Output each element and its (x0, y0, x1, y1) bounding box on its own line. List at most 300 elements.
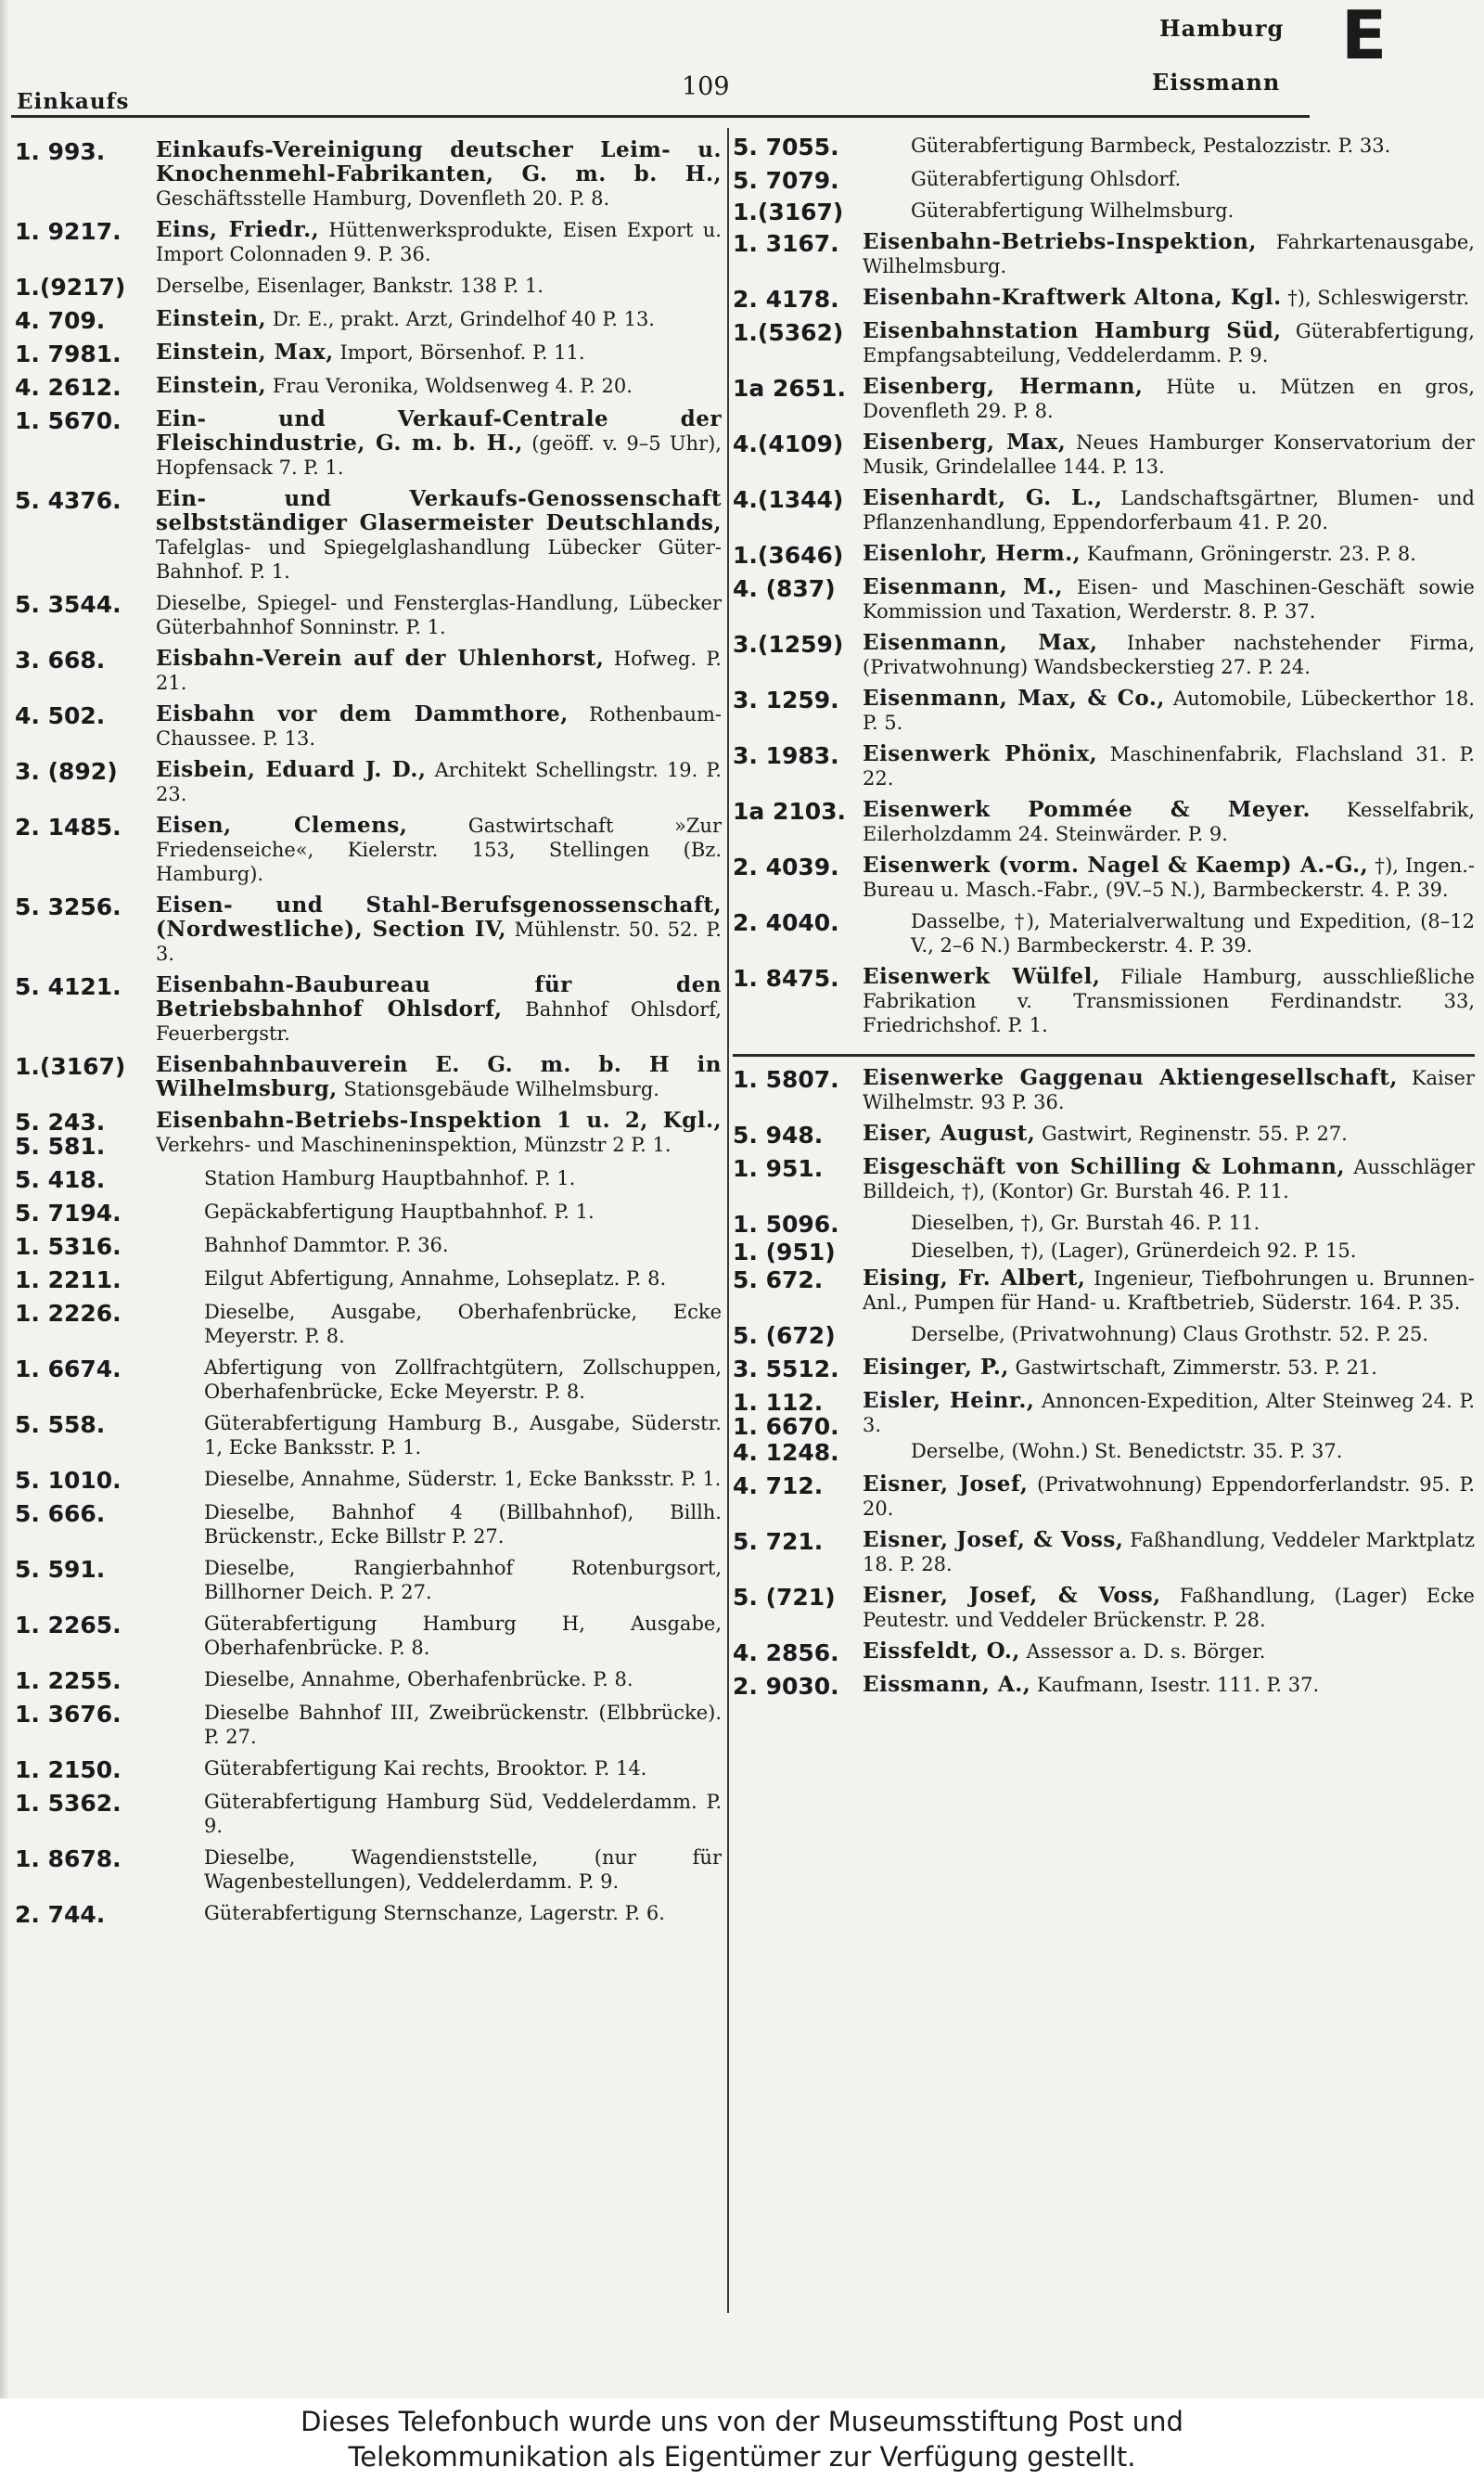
phone-number (733, 1472, 863, 1498)
directory-entry (15, 647, 722, 695)
phone-number (733, 1356, 863, 1381)
directory-entry (15, 893, 722, 966)
entry-text (863, 430, 1475, 479)
phone-number-value: 2. 744. (15, 1901, 106, 1928)
subscriber-name: Eisenmann, Max, (863, 630, 1098, 655)
entry-details: Kaiser Wilhelmstr. 93 P. 36. (863, 1067, 1475, 1113)
phone-number-value: 5. 7194. (15, 1200, 122, 1227)
phone-number (15, 1053, 156, 1079)
directory-entry (733, 1439, 1475, 1465)
directory-entry (15, 758, 722, 806)
entry-text (863, 965, 1475, 1037)
directory-entry (733, 1472, 1475, 1521)
entry-details: Dasselbe, †), Materialverwaltung und Expedition, (8–12 V., 2–6 N.) Barmbeckerstr. 4. P. 39. (911, 910, 1475, 957)
phone-number-value: 5. 4376. (15, 487, 122, 514)
phone-number-value: 1. 5362. (15, 1790, 122, 1817)
subscriber-name: Eisenberg, Max, (863, 430, 1067, 455)
entry-text (156, 138, 722, 211)
entry-details: Dieselben, †), (Lager), Grünerdeich 92. P. 15. (911, 1240, 1357, 1262)
phone-number-value: 1. 3676. (15, 1701, 122, 1728)
phone-number (733, 1528, 863, 1554)
phone-number (733, 1439, 863, 1465)
phone-number (15, 1790, 156, 1816)
phone-number (15, 1901, 156, 1927)
subscriber-name: Eisgeschäft von Schilling & Lohmann, (863, 1154, 1345, 1179)
phone-number-value: 5. 243. (15, 1109, 106, 1136)
entry-text (863, 1155, 1475, 1203)
phone-number-value: 1. 8475. (733, 965, 839, 992)
phone-number-value: 5. 948. (733, 1122, 824, 1149)
directory-entry (733, 1673, 1475, 1699)
directory-entry (733, 909, 1475, 957)
phone-number-value: 3. 1983. (733, 742, 839, 769)
directory-entry (733, 798, 1475, 846)
phone-number-value: 3. 668. (15, 647, 106, 674)
phone-number (15, 647, 156, 673)
entry-details: Bahnhof Ohlsdorf, Feuerbergstr. (156, 998, 722, 1045)
phone-number (15, 1200, 156, 1226)
phone-number-value: 3. (892) (15, 758, 118, 785)
entry-details: (Privatwohnung) Eppendorferlandstr. 95. P. 20. (863, 1473, 1476, 1520)
phone-number-value: 4. 712. (733, 1472, 824, 1499)
phone-number-value: 1. 8678. (15, 1845, 122, 1872)
entry-text (156, 1790, 722, 1838)
entry-text (863, 1673, 1475, 1697)
entry-text (863, 199, 1475, 223)
phone-number (15, 1612, 156, 1638)
phone-number-value: 1.(3167) (733, 199, 844, 225)
phone-number-value: 1. 2265. (15, 1612, 122, 1638)
phone-number-value: 4.(4109) (733, 430, 844, 457)
subscriber-name: Eisenbahn-Baubureau für den Betriebsbahnhof Ohlsdorf, (156, 972, 722, 1022)
subscriber-name: Eissfeldt, O., (863, 1638, 1020, 1664)
directory-entry (15, 702, 722, 751)
phone-number (15, 1266, 156, 1292)
column-divider (727, 128, 729, 2313)
entry-details: Annoncen-Expedition, Alter Steinweg 24. P. 3. (863, 1390, 1475, 1436)
phone-number (15, 1467, 156, 1493)
subscriber-name: Eisbahn-Verein auf der Uhlenhorst, (156, 646, 605, 671)
phone-number (733, 575, 863, 601)
subscriber-name: Eiser, August, (863, 1121, 1036, 1146)
directory-entry (15, 1200, 722, 1226)
phone-number-value: 2. 1485. (15, 814, 122, 841)
subscriber-name: Eisler, Heinr., (863, 1388, 1035, 1413)
directory-entry (15, 274, 722, 300)
phone-number (733, 167, 863, 193)
phone-number (15, 218, 156, 244)
entry-details: Dieselbe, Spiegel- und Fensterglas-Handlung, Lübecker Güterbahnhof Sonninstr. P. 1. (156, 592, 722, 638)
phone-number-value: 1. 5096. (733, 1211, 839, 1238)
phone-number (15, 814, 156, 840)
phone-number (733, 965, 863, 991)
phone-number (15, 1233, 156, 1259)
directory-entry (733, 1155, 1475, 1203)
phone-number (733, 286, 863, 312)
entry-text (863, 909, 1475, 957)
entry-text (863, 687, 1475, 735)
phone-number-value: 1. 2211. (15, 1266, 122, 1293)
entry-text (156, 758, 722, 806)
phone-number (15, 1356, 156, 1381)
entry-details: Dieselben, †), Gr. Burstah 46. P. 11. (911, 1212, 1260, 1234)
entry-details: Gastwirtschaft »Zur Friedenseiche«, Kielerstr. 153, Stellingen (Bz. Hamburg). (156, 815, 722, 885)
phone-number (15, 374, 156, 400)
subscriber-name: Eisenwerk Pommée & Meyer. (863, 797, 1311, 822)
phone-number-value: 4.(1344) (733, 486, 844, 513)
entry-text (156, 274, 722, 298)
phone-number (15, 487, 156, 513)
entry-details: Abfertigung von Zollfrachtgütern, Zollschuppen, Oberhafenbrücke, Ecke Meyerstr. P. 8. (204, 1356, 722, 1403)
entry-text (863, 319, 1475, 367)
entry-details: Verkehrs- und Maschineninspektion, Münzstr 2 P. 1. (156, 1134, 672, 1156)
entry-details: Hüte u. Mützen en gros, Dovenfleth 29. P. 8. (863, 376, 1475, 422)
entry-details: Faßhandlung, (Lager) Ecke Peutestr. und Veddeler Brückenstr. P. 28. (863, 1585, 1475, 1631)
entry-text (156, 374, 722, 398)
phone-number (733, 798, 863, 824)
subscriber-name: Eisen- und Stahl-Berufsgenossenschaft, (Nordwestliche), Section IV, (156, 893, 722, 942)
phone-number (733, 1389, 863, 1439)
directory-entry (733, 1528, 1475, 1576)
phone-number (15, 973, 156, 999)
directory-entry (15, 1109, 722, 1159)
left-column (15, 134, 722, 1927)
directory-entry (733, 286, 1475, 312)
phone-number (733, 854, 863, 880)
entry-text (863, 1439, 1475, 1463)
footer-line-1: Dieses Telefonbuch wurde uns von der Museumsstiftung Post und (301, 2406, 1183, 2437)
phone-number (733, 486, 863, 512)
subscriber-name: Eisner, Josef, & Voss, (863, 1527, 1124, 1552)
entry-details: Güterabfertigung Hamburg Süd, Veddelerdamm. P. 9. (204, 1791, 722, 1837)
directory-entry (733, 199, 1475, 225)
phone-number-value: 1.(5362) (733, 319, 844, 346)
entry-details: (geöff. v. 9–5 Uhr), Hopfensack 7. P. 1. (156, 432, 722, 479)
directory-entry (733, 230, 1475, 278)
directory-entry (15, 1233, 722, 1259)
entry-text (863, 1266, 1475, 1315)
subscriber-name: Einstein, Max, (156, 340, 334, 365)
entry-details: Gastwirt, Reginenstr. 55. P. 27. (1041, 1123, 1348, 1145)
phone-number (733, 1322, 863, 1348)
phone-number-value: 1. 3167. (733, 230, 839, 257)
entry-details: Ingenieur, Tiefbohrungen u. Brunnen-Anl., Pumpen für Hand- u. Kraftbetrieb, Süderstr. 164. P. 35. (863, 1267, 1475, 1314)
entry-text (863, 1472, 1475, 1521)
entry-details: Frau Veronika, Woldsenweg 4. P. 20. (272, 375, 633, 397)
phone-number-value: 1. 993. (15, 138, 106, 165)
entry-text (863, 1322, 1475, 1346)
entry-text (156, 1845, 722, 1894)
entry-details: Bahnhof Dammtor. P. 36. (204, 1234, 449, 1256)
entry-details: Derselbe, (Wohn.) St. Benedictstr. 35. P. 37. (911, 1440, 1343, 1462)
phone-number-value: 4. 2612. (15, 374, 122, 401)
phone-number-value: 4. 709. (15, 307, 106, 334)
entry-details: Landschaftsgärtner, Blumen- und Pflanzenhandlung, Eppendorferbaum 41. P. 20. (863, 487, 1475, 533)
entry-text (156, 1233, 722, 1257)
entry-details: Güterabfertigung Hamburg H, Ausgabe, Oberhafenbrücke. P. 8. (204, 1613, 722, 1659)
entry-text (156, 1756, 722, 1780)
subscriber-name: Eisner, Josef, (863, 1471, 1029, 1497)
subscriber-name: Eisen, Clemens, (156, 813, 408, 838)
entry-details: Dieselbe, Wagendienststelle, (nur für Wagenbestellungen), Veddelerdamm. P. 9. (204, 1846, 722, 1893)
phone-number (15, 274, 156, 300)
phone-number-value: 4. 502. (15, 702, 106, 729)
phone-number (15, 307, 156, 333)
directory-entry (15, 374, 722, 400)
entry-details: Eisen- und Maschinen-Geschäft sowie Kommission und Taxation, Werderstr. 8. P. 37. (863, 576, 1475, 623)
entry-details: Architekt Schellingstr. 19. P. 23. (156, 759, 722, 805)
phone-number (15, 1667, 156, 1693)
entry-details: Faßhandlung, Veddeler Marktplatz 18. P. 28. (863, 1529, 1475, 1575)
entry-details: Güterabfertigung Ohlsdorf. (911, 168, 1182, 190)
entry-details: Güterabfertigung Hamburg B., Ausgabe, Süderstr. 1, Ecke Banksstr. P. 1. (204, 1412, 722, 1458)
entry-details: Maschinenfabrik, Flachsland 31. P. 22. (863, 743, 1476, 790)
subscriber-name: Eisinger, P., (863, 1355, 1009, 1380)
entry-details: Inhaber nachstehender Firma, (Privatwohnung) Wandsbeckerstieg 27. P. 24. (863, 632, 1475, 678)
phone-number (15, 1300, 156, 1326)
entry-details: Dieselbe, Annahme, Oberhafenbrücke. P. 8. (204, 1668, 633, 1690)
phone-number-value: 2. 4178. (733, 286, 839, 313)
phone-number-value: 1. 112. (733, 1389, 824, 1416)
entry-details: †), Ingen.-Bureau u. Masch.-Fabr., (9V.–5 N.), Barmbeckerstr. 4. P. 39. (863, 855, 1475, 901)
directory-entry (733, 1389, 1475, 1439)
subscriber-name: Eisenlohr, Herm., (863, 541, 1081, 566)
phone-number (15, 702, 156, 728)
directory-entry (15, 1266, 722, 1292)
directory-entry (733, 742, 1475, 790)
phone-number-value: 1. 5807. (733, 1066, 839, 1093)
entry-text (863, 1584, 1475, 1632)
directory-entry (15, 1845, 722, 1894)
directory-entry (733, 319, 1475, 367)
entry-text (156, 1109, 722, 1157)
entry-text (156, 1500, 722, 1548)
phone-number (15, 341, 156, 366)
entry-text (156, 1667, 722, 1691)
phone-number (15, 1500, 156, 1526)
directory-entry (15, 307, 722, 333)
phone-number (15, 1166, 156, 1192)
directory-entry (733, 687, 1475, 735)
phone-number (733, 430, 863, 456)
phone-number (733, 687, 863, 713)
entry-text (156, 1356, 722, 1404)
entry-details: Kaufmann, Gröningerstr. 23. P. 8. (1086, 543, 1416, 565)
directory-entry (733, 1639, 1475, 1665)
phone-number-value: 1.(3167) (15, 1053, 126, 1080)
entry-text (156, 218, 722, 266)
phone-number-value: 1. 6674. (15, 1356, 122, 1382)
footer-notice (0, 2398, 1484, 2480)
phone-number-value: 1.(9217) (15, 274, 126, 301)
subscriber-name: Eisenbahn-Kraftwerk Altona, Kgl. (863, 285, 1282, 310)
phone-number-value: 1.(3646) (733, 542, 844, 569)
running-head-last-name: Eissmann (1152, 69, 1281, 96)
phone-number-value: 5. 591. (15, 1556, 106, 1583)
subscriber-name: Eisenwerk Phönix, (863, 741, 1098, 766)
directory-entry (733, 134, 1475, 160)
phone-number (15, 138, 156, 164)
entry-text (156, 1467, 722, 1491)
entry-text (863, 542, 1475, 566)
phone-number-value-2: 5. 581. (15, 1133, 106, 1160)
entry-details: Filiale Hamburg, ausschließliche Fabrikation v. Transmissionen Ferdinandstr. 33, Friedrichshof. P. 1. (863, 966, 1475, 1036)
directory-entry (15, 341, 722, 366)
subscriber-name: Eisenbahnstation Hamburg Süd, (863, 318, 1282, 343)
subscriber-name: Eisenwerke Gaggenau Aktiengesellschaft, (863, 1065, 1398, 1090)
entry-text (156, 973, 722, 1046)
phone-number (15, 1556, 156, 1582)
directory-entry (15, 1556, 722, 1604)
entry-text (156, 1053, 722, 1101)
entry-text (156, 1300, 722, 1348)
phone-number-value: 5. (721) (733, 1584, 836, 1611)
entry-text (863, 286, 1475, 310)
subscriber-name: Eins, Friedr., (156, 217, 320, 242)
subscriber-name: Eisner, Josef, & Voss, (863, 1583, 1161, 1608)
subscriber-name: Eisenbahn-Betriebs-Inspektion 1 u. 2, Kgl., (156, 1108, 722, 1133)
entry-text (863, 1356, 1475, 1380)
directory-entry (15, 1166, 722, 1192)
directory-entry (15, 973, 722, 1046)
entry-details: Stationsgebäude Wilhelmsburg. (343, 1078, 659, 1100)
entry-text (156, 1200, 722, 1224)
phone-number (15, 893, 156, 919)
entry-details: Assessor a. D. s. Börger. (1026, 1640, 1266, 1663)
phone-number-value: 5. 7055. (733, 134, 839, 161)
phone-number (733, 631, 863, 657)
entry-details: Dieselbe Bahnhof III, Zweibrückenstr. (Elbbrücke). P. 27. (204, 1702, 722, 1748)
entry-text (156, 591, 722, 639)
subscriber-name: Eisenmann, Max, & Co., (863, 686, 1165, 711)
running-head-city: Hamburg (1159, 15, 1285, 42)
entry-details: Dieselbe, Rangierbahnhof Rotenburgsort, Billhorner Deich. P. 27. (204, 1557, 722, 1603)
entry-text (156, 1411, 722, 1459)
directory-entry (15, 1756, 722, 1782)
entry-text (863, 1239, 1475, 1263)
subscriber-name: Eisbein, Eduard J. D., (156, 757, 427, 782)
entry-details: Dieselbe, Ausgabe, Oberhafenbrücke, Ecke Meyerstr. P. 8. (204, 1301, 722, 1347)
entry-text (156, 407, 722, 480)
directory-entry (15, 1901, 722, 1927)
entry-text (863, 742, 1475, 790)
phone-number (733, 1266, 863, 1292)
directory-entry (15, 1300, 722, 1348)
entry-text (863, 631, 1475, 679)
entry-details: Dieselbe, Bahnhof 4 (Billbahnhof), Billh. Brückenstr., Ecke Billstr P. 27. (204, 1501, 722, 1548)
directory-entry (15, 1701, 722, 1749)
directory-entry (733, 854, 1475, 902)
entry-details: Eilgut Abfertigung, Annahme, Lohseplatz. P. 8. (204, 1267, 667, 1290)
directory-entry (15, 487, 722, 584)
phone-number-value: 1a 2103. (733, 798, 847, 825)
directory-entry (733, 167, 1475, 193)
directory-entry (15, 1356, 722, 1404)
phone-number-value: 5. 3256. (15, 893, 122, 920)
entry-details: Fahrkartenausgabe, Wilhelmsburg. (863, 231, 1475, 277)
phone-number-value: 5. 558. (15, 1411, 106, 1438)
entry-text (863, 854, 1475, 902)
subscriber-name: Eising, Fr. Albert, (863, 1266, 1086, 1291)
phone-number (733, 1239, 863, 1265)
phone-number-value: 5. 7079. (733, 167, 839, 194)
entry-details: Dieselbe, Annahme, Süderstr. 1, Ecke Banksstr. P. 1. (204, 1468, 722, 1490)
phone-number (15, 1109, 156, 1159)
phone-number (733, 199, 863, 225)
phone-number (733, 742, 863, 768)
subscriber-name: Eisenwerk (vorm. Nagel & Kaemp) A.-G., (863, 853, 1369, 878)
subscriber-name: Einstein, (156, 373, 267, 398)
phone-number-value: 4. 2856. (733, 1639, 839, 1666)
directory-entry (15, 1667, 722, 1693)
phone-number-value: 2. 4040. (733, 909, 839, 936)
subscriber-name: Einstein, (156, 306, 267, 331)
directory-entry (733, 1211, 1475, 1237)
directory-entry (733, 430, 1475, 479)
phone-number-value: 5. 666. (15, 1500, 106, 1527)
entry-text (156, 1556, 722, 1604)
entry-text (156, 1166, 722, 1190)
entry-text (863, 134, 1475, 158)
entry-text (863, 375, 1475, 423)
directory-entry (15, 1790, 722, 1838)
entry-details: Güterabfertigung, Empfangsabteilung, Veddelerdamm. P. 9. (863, 320, 1475, 366)
subscriber-name: Eisenbahn-Betriebs-Inspektion, (863, 229, 1257, 254)
entry-text (863, 575, 1475, 623)
phone-number (733, 1639, 863, 1665)
directory-entry (15, 1500, 722, 1548)
subscriber-name: Eisenbahnbauverein E. G. m. b. H in Wilhelmsburg, (156, 1052, 722, 1101)
right-column (733, 134, 1475, 1699)
directory-entry (15, 407, 722, 480)
entry-text (863, 230, 1475, 278)
entry-details: Automobile, Lübeckerthor 18. P. 5. (863, 687, 1475, 734)
entry-text (156, 307, 722, 331)
phone-number-value: 1. 5316. (15, 1233, 122, 1260)
entry-text (863, 1211, 1475, 1235)
footer-line-2: Telekommunikation als Eigentümer zur Verfügung gestellt. (348, 2441, 1136, 2473)
phone-number-value: 3. 1259. (733, 687, 839, 713)
subscriber-name: Ein- und Verkauf-Centrale der Fleischindustrie, G. m. b. H., (156, 406, 722, 456)
subscriber-name: Eissmann, A., (863, 1672, 1031, 1697)
phone-number-value: 2. 9030. (733, 1673, 839, 1700)
phone-number-value: 1. 2226. (15, 1300, 122, 1327)
page-number: 109 (682, 72, 730, 101)
phone-number-value: 1. 5670. (15, 407, 122, 434)
directory-entry (733, 542, 1475, 568)
entry-details: Derselbe, Eisenlager, Bankstr. 138 P. 1. (156, 275, 544, 297)
subscriber-name: Eisenhardt, G. L., (863, 485, 1103, 510)
subscriber-name: Ein- und Verkaufs-Genossenschaft selbstständiger Glasermeister Deutschlands, (156, 486, 722, 535)
entry-details: Güterabfertigung Wilhelmsburg. (911, 199, 1235, 222)
entry-details: Tafelglas- und Spiegelglashandlung Lübecker Güter-Bahnhof. P. 1. (156, 536, 722, 583)
phone-number-value: 5. 3544. (15, 591, 122, 618)
phone-number-value: 5. 4121. (15, 973, 122, 1000)
directory-entry (15, 138, 722, 211)
phone-number-value: 5. (672) (733, 1322, 836, 1349)
entry-details: Import, Börsenhof. P. 11. (339, 341, 585, 364)
entry-details: Gepäckabfertigung Hauptbahnhof. P. 1. (204, 1201, 595, 1223)
section-letter: E (1341, 0, 1388, 74)
entry-text (863, 167, 1475, 191)
phone-number (15, 1411, 156, 1437)
entry-text (863, 1122, 1475, 1146)
phone-number-value: 5. 672. (733, 1266, 824, 1293)
entry-text (156, 647, 722, 695)
phone-number (733, 1673, 863, 1699)
entry-text (863, 1066, 1475, 1114)
entry-text (156, 487, 722, 584)
